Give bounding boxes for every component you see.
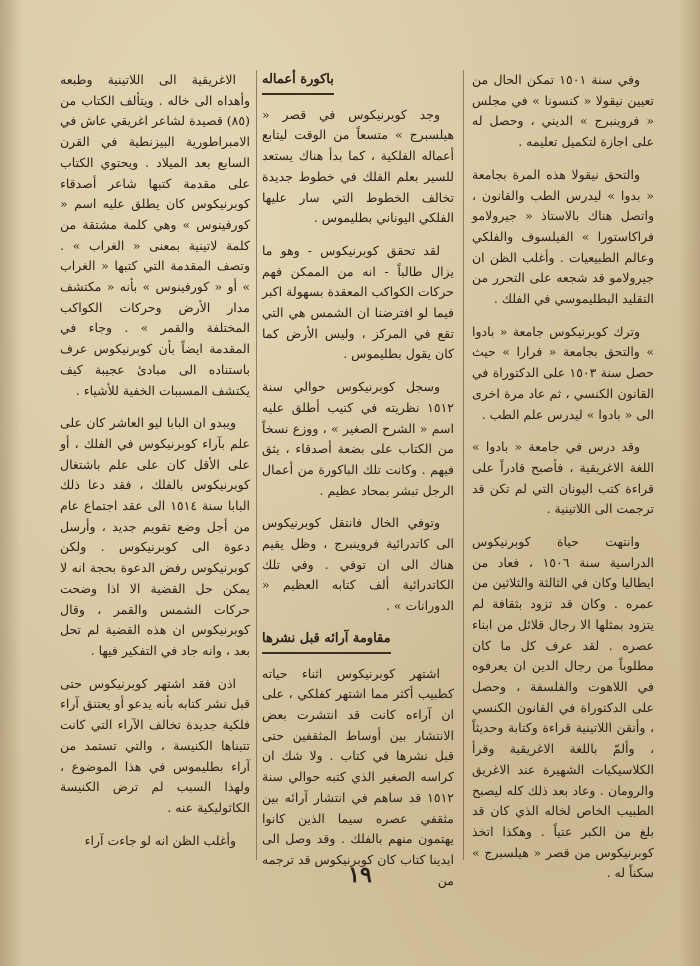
section-heading: مقاومة آرائه قبل نشرها <box>262 629 454 654</box>
section-heading: باكورة أعماله <box>262 70 454 95</box>
page-edge-shadow-right <box>678 0 700 966</box>
column-divider-left <box>256 70 257 860</box>
paragraph: وقد درس في جامعة « بادوا » اللغة الاغريقية ، فأصبح قادراً على قراءة كتب اليونان التي لم تكن قد ترجمت الى اللاتينية . <box>472 439 654 517</box>
paragraph: وتوفي الخال فانتقل كوبرنيكوس الى كاتدرائية فروينبرج ، وظل يقيم هناك الى ان توفي . وفي تلك الكاتدرائية ألف كتابه العظيم « الدورانات » . <box>262 515 454 614</box>
column-middle <box>262 70 454 903</box>
column-right <box>472 70 654 896</box>
paragraph: وسجل كوبرنيكوس حوالي سنة ١٥١٢ نظريته في كتيب أطلق عليه اسم « الشرح الصغير » ، ووزع نسخاً من الكتاب على بضعة أصدقاء ، يثق فيهم . وكانت تلك الباكورة من أعمال الرجل تبشر بمحاد عظيم . <box>262 379 454 498</box>
paragraph: وجد كوبرنيكوس في قصر « هيلسبرج » متسعاً من الوقت ليتابع أعماله الفلكية ، كما بدأ هناك يستعد للسير بعلم الفلك في خطوط جديدة تخالف الخطوط التي سار عليها الفلكي اليوناني بطليموس . <box>262 106 454 226</box>
column-divider-right <box>463 70 464 860</box>
paragraph: وترك كوبرنيكوس جامعة « بادوا » والتحق بجامعة « فرارا » حيث حصل سنة ١٥٠٣ على الدكتوراة في القانون الكنسي ، ثم عاد مرة اخرى الى « بادوا » ليدرس علم الطب . <box>472 323 654 422</box>
paragraph: وأغلب الظن انه لو جاءت آراء <box>84 832 236 848</box>
paragraph: لقد تحقق كوبرنيكوس - وهو ما يزال طالباً - انه من الممكن فهم حركات الكواكب المعقدة بسهولة اكبر فيما لو افترضنا ان الشمس هي التي تقع في المركز ، وليس الأرض كما كان يقول بطليموس . <box>262 242 454 362</box>
paragraph: والتحق نيقولا هذه المرة بجامعة « بدوا » ليدرس الطب والقانون ، واتصل هناك بالاستاذ « جيرولامو فراكاستورا » الفيلسوف والفلكي وعالم الطبيعيات . وأغلب الظن ان جيرولامو قد شجعه على التحرر من التقليد البطليموسي في الفلك . <box>472 166 654 307</box>
page-edge-shadow-left <box>0 0 22 966</box>
page-number: ١٩ <box>348 862 372 888</box>
paragraph: اذن فقد اشتهر كوبرنيكوس حتى قبل نشر كتابه بأنه يدعو أو يعتنق آراء فلكية جديدة تخالف الآراء التي كانت تتبناها الكنيسة ، والتي تستمد من آراء بطليموس في هذا الموضوع ، ولهذا السبب لم ترض الكنيسة الكاثوليكية عنه . <box>60 675 250 815</box>
paragraph: الاغريقية الى اللاتينية وطبعه وأهداه الى خاله . ويتألف الكتاب من (٨٥) قصيدة لشاعر اغريقي عاش في الامبراطورية البيزنطية في القرن السابع بعد الميلاد . ويحتوي الكتاب على مقدمة كتبها شاعر أصدقاء كوبرنيكوس كان يطلق عليه اسم « كورفينوس » وهي كلمة مشتقة من كلمة لاتينية بمعنى « الغراب » . وتصف المقدمة التي كتبها « الغراب » أو « كورفينوس » بأنه « مكتشف مدار الأرض وحركات الكواكب المختلفة والقمر » . وجاء في المقدمة ايضاً بأن كوبرنيكوس عرف باستناده الى مبادئ عجيبة كيف يكتشف المسببات الخفية للأشياء . <box>60 72 250 398</box>
paragraph: وفي سنة ١٥٠١ تمكن الحال من تعيين نيقولا « كنسونا » في مجلس « فروينبرج » الديني ، وحصل له على اجازة لتكميل تعليمه . <box>472 72 654 150</box>
paragraph: وانتهت حياة كوبرنيكوس الدراسية سنة ١٥٠٦ ، فعاد من ايطاليا وكان في الثالثة والثلاثين من عمره . وكان قد تزود بثقافة لم يتزود بمثلها الا رجال قلائل من ابناء عصره . لقد عرف كل ما كان مطلوباً من رجال الدين ان يعرفوه في اللاهوت والفلسفة ، وحصل على الدكتوراة في القانون الكنسي ، وأتقن اللاتينية قراءة وكتابة وحديثاً ، وألمّ باللغة الاغريقية وقرأ الكلاسيكيات الشهيرة عند الاغريق والرومان . وعاد بعد ذلك كله ليصبح الطبيب الخاص لخاله الذي كان قد بلغ من الكبر عتياً . وهكذا اتخذ كوبرنيكوس من قصر « هيلسبرج » سكناً له . <box>472 534 655 881</box>
column-left <box>60 70 250 863</box>
paragraph: اشتهر كوبرنيكوس اثناء حياته كطبيب أكثر مما اشتهر كفلكي ، على ان آراءه كانت قد انتشرت بعض الانتشار بين أوساط المثقفين حتى قبل نشرها في كتاب . ولا شك ان كراسه الصغير الذي كتبه حوالي سنة ١٥١٢ قد ساهم في انتشار آرائه بين مثقفي عصره سيما الذين كانوا يهتمون منهم بالفلك . وقد وصل الى ايدينا كتاب كان كوبرنيكوس قد ترجمه من <box>262 665 454 888</box>
paragraph: ويبدو ان البابا ليو العاشر كان على علم بآراء كوبرنيكوس في الفلك ، أو على الأقل كان على علم باشتغال كوبرنيكوس بالفلك ، فقد دعا ذلك البابا سنة ١٥١٤ الى عقد اجتماع عام من أجل وضع تقويم جديد ، وأرسل دعوة الى كوبرنيكوس . ولكن كوبرنيكوس رفض الدعوة بحجة انه لا يمكن حل القضية الا اذا وضحت حركات الشمس والقمر ، وقال كوبرنيكوس ان هذه القضية لم تحل بعد ، وانه جاد في التفكير فيها . <box>60 415 250 658</box>
